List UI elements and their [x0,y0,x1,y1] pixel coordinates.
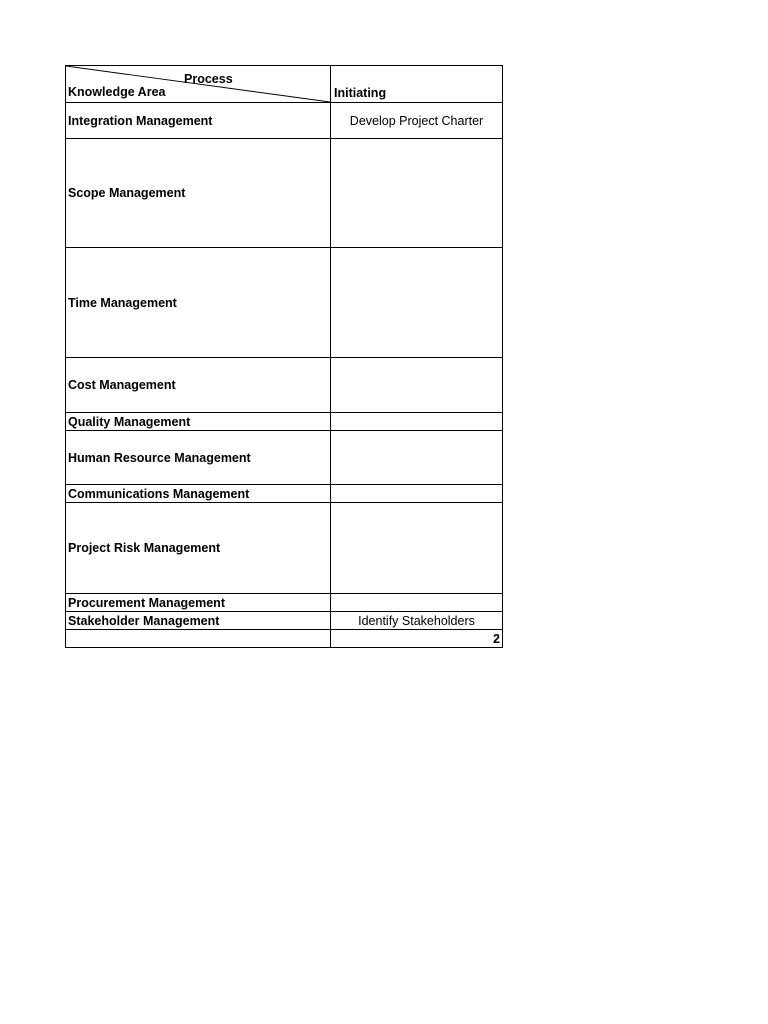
initiating-cell [331,503,503,594]
initiating-cell [331,413,503,431]
table-row [66,612,503,630]
table-row [66,358,503,413]
header-knowledge-area-label: Knowledge Area [68,85,166,99]
knowledge-area-cell: Project Risk Management [66,503,331,594]
initiating-cell [331,431,503,485]
header-initiating-label: Initiating [331,66,503,103]
page-number: 2 [331,630,503,648]
table-row [66,594,503,612]
table-row [66,248,503,358]
header-process-label: Process [184,72,233,86]
initiating-cell: Identify Stakeholders [331,612,503,630]
header-diagonal-cell [66,66,331,103]
knowledge-area-cell: Integration Management [66,103,331,139]
initiating-cell [331,358,503,413]
table-row [66,431,503,485]
knowledge-area-cell: Procurement Management [66,594,331,612]
table-row [66,413,503,431]
knowledge-area-cell: Communications Management [66,485,331,503]
knowledge-area-cell: Scope Management [66,139,331,248]
knowledge-area-cell: Human Resource Management [66,431,331,485]
knowledge-area-cell: Stakeholder Management [66,612,331,630]
initiating-cell: Develop Project Charter [331,103,503,139]
table-header-row [66,66,503,103]
knowledge-area-cell: Quality Management [66,413,331,431]
table-row [66,103,503,139]
knowledge-area-cell: Time Management [66,248,331,358]
table-row [66,139,503,248]
table-row [66,485,503,503]
table-row [66,503,503,594]
initiating-cell [331,594,503,612]
initiating-cell [331,248,503,358]
empty-footer-cell [66,630,331,648]
initiating-cell [331,485,503,503]
process-knowledge-area-table [65,65,503,648]
table-footer-row [66,630,503,648]
initiating-cell [331,139,503,248]
knowledge-area-cell: Cost Management [66,358,331,413]
